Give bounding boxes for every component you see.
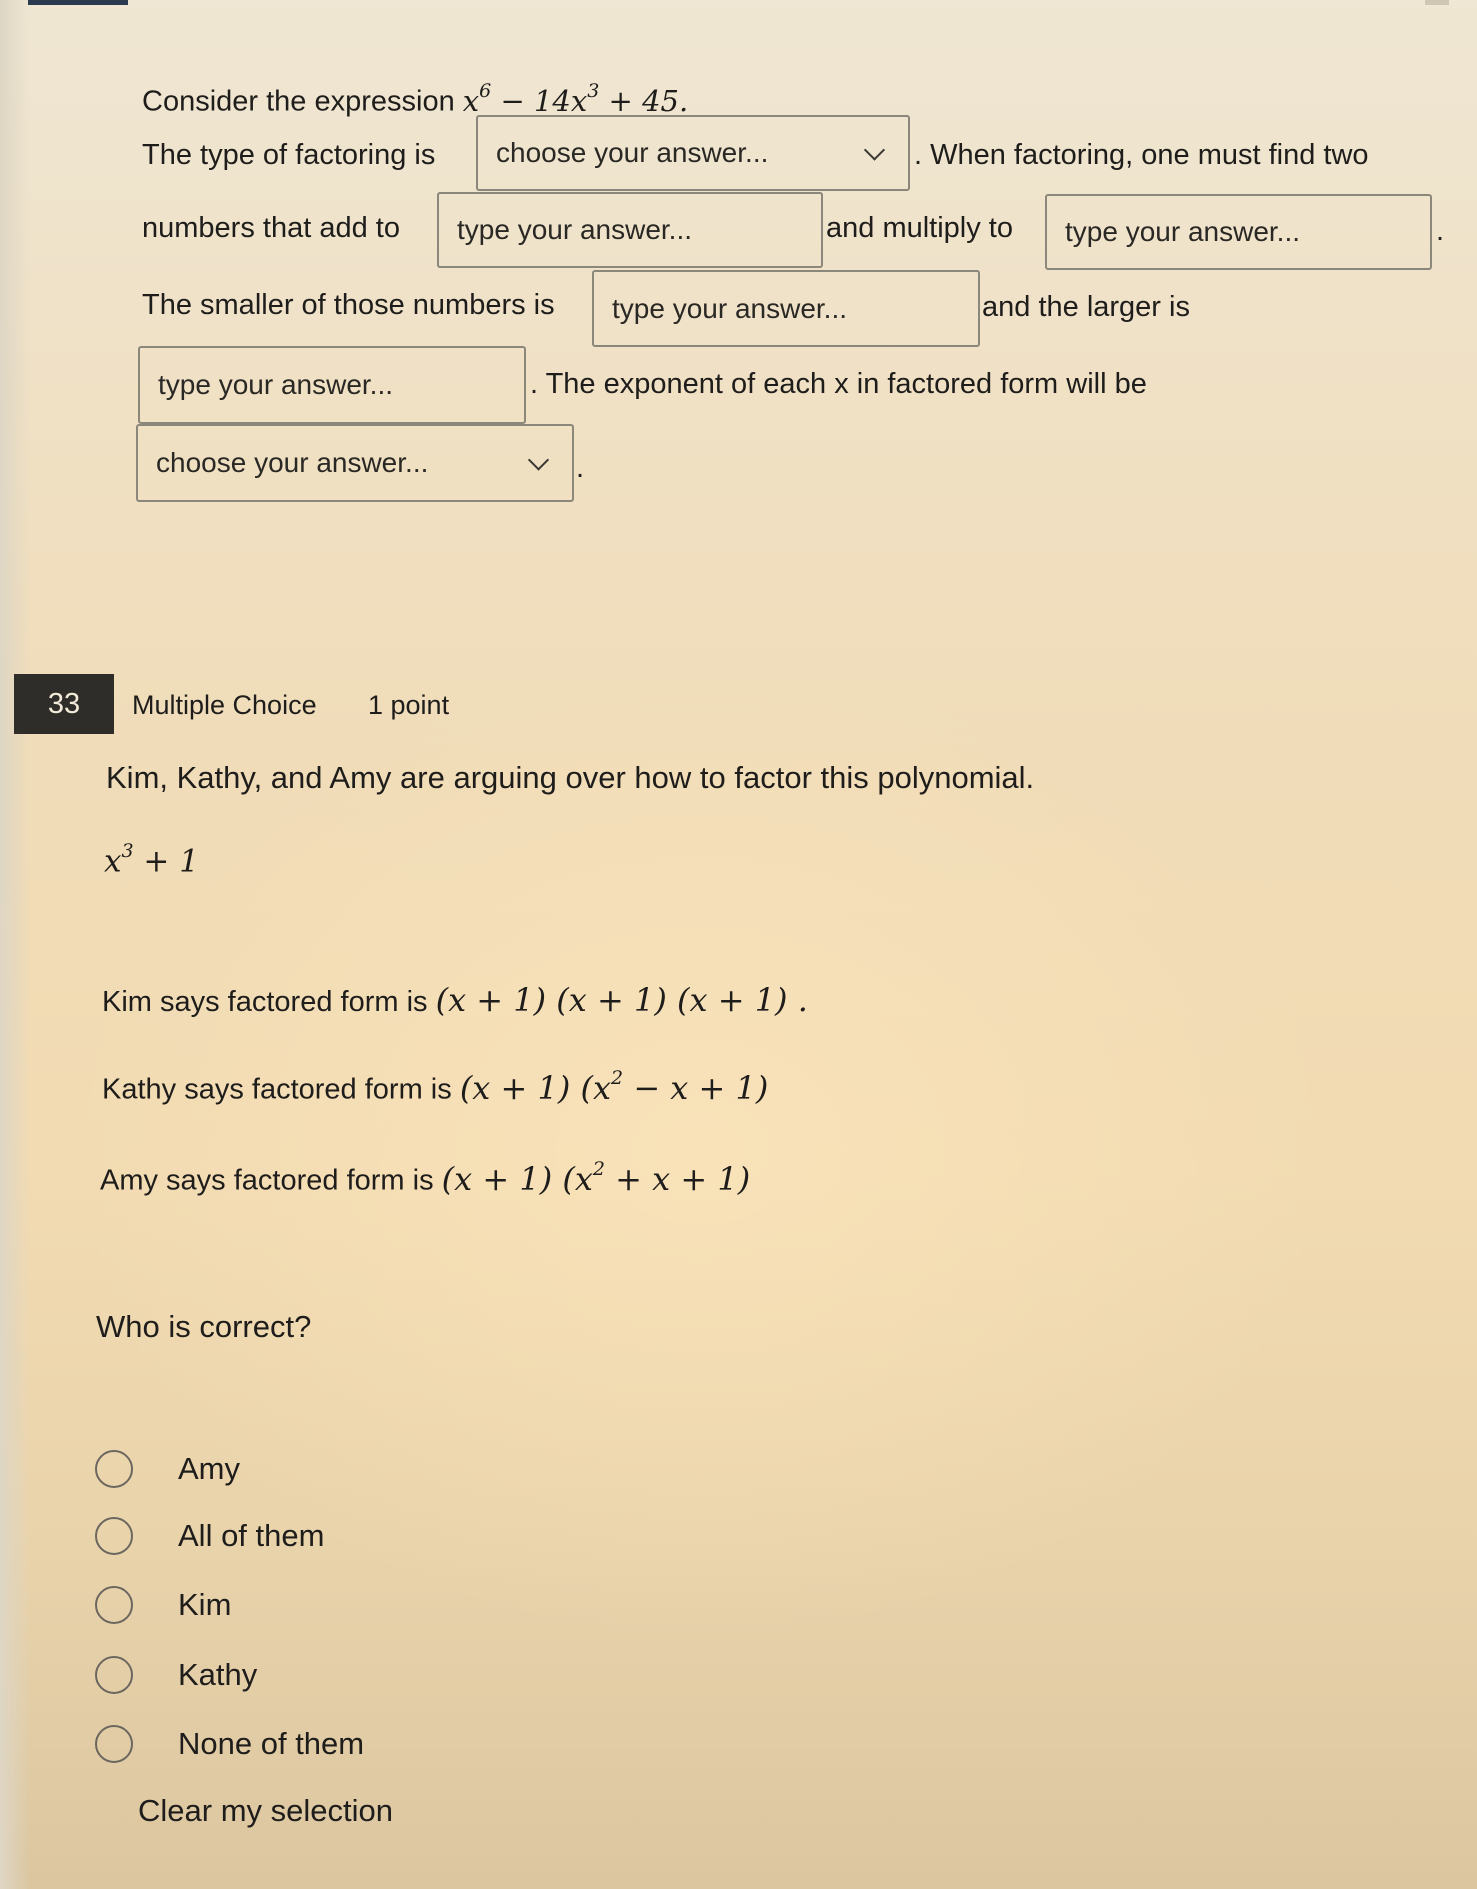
prev-line5-end: . The exponent of each x in factored form will be (530, 368, 1147, 400)
option-radio-amy[interactable] (95, 1450, 133, 1488)
option-label-kathy[interactable]: Kathy (178, 1657, 258, 1692)
option-radio-all[interactable] (95, 1517, 133, 1555)
option-radio-none[interactable] (95, 1725, 133, 1763)
amy-text: Amy says factored form is (100, 1164, 434, 1197)
page-left-edge (0, 0, 30, 1889)
exponent-select[interactable] (136, 424, 574, 502)
kathy-text: Kathy says factored form is (102, 1073, 452, 1106)
clear-selection-button[interactable]: Clear my selection (138, 1793, 393, 1828)
option-label-kim[interactable]: Kim (178, 1587, 232, 1622)
prev-line1-text: Consider the expression (142, 85, 455, 118)
question-number-badge: 33 (14, 674, 114, 734)
prev-line3-end: . (1436, 215, 1445, 247)
chevron-down-icon (864, 139, 885, 160)
sum-input-placeholder: type your answer... (457, 214, 693, 245)
kathy-statement (102, 1063, 768, 1108)
option-label-none[interactable]: None of them (178, 1726, 365, 1761)
prev-line3-start: numbers that add to (142, 212, 400, 244)
kim-text: Kim says factored form is (102, 986, 428, 1018)
polynomial: $x^3 + 1$ (104, 840, 199, 880)
smaller-number-input[interactable] (592, 270, 980, 347)
larger-number-input[interactable] (138, 346, 526, 424)
sum-input[interactable] (437, 192, 823, 268)
prev-line2-start: The type of factoring is (142, 139, 436, 171)
prev-line3-mid: and multiply to (826, 212, 1013, 244)
larger-number-placeholder: type your answer... (158, 369, 394, 400)
prev-line6-end: . (576, 452, 585, 484)
question-type: Multiple Choice (132, 690, 317, 720)
option-label-all[interactable]: All of them (178, 1518, 325, 1553)
prev-line4-start: The smaller of those numbers is (142, 289, 555, 321)
top-right-mark (1425, 0, 1449, 5)
amy-statement (100, 1154, 750, 1199)
amy-expression: (x + 1) $(x^2 + x + 1)$ (441, 1158, 751, 1198)
prev-question-line-1 (142, 76, 688, 120)
smaller-number-placeholder: type your answer... (612, 292, 848, 324)
prev-line4-end: and the larger is (982, 291, 1190, 323)
product-input-placeholder: type your answer... (1065, 216, 1301, 247)
exponent-select-value: choose your answer... (156, 447, 429, 478)
factoring-type-select[interactable] (476, 115, 910, 191)
question-ask: Who is correct? (96, 1309, 312, 1344)
option-radio-kathy[interactable] (95, 1656, 133, 1694)
kim-expression: (x + 1) (x + 1) (x + 1) . (435, 981, 808, 1019)
chevron-down-icon (528, 449, 549, 470)
prev-line2-end: . When factoring, one must find two (914, 139, 1369, 171)
question-points: 1 point (368, 690, 450, 720)
kim-statement (102, 982, 808, 1020)
product-input[interactable] (1045, 194, 1432, 270)
option-label-amy[interactable]: Amy (178, 1451, 240, 1486)
kathy-expression: (x + 1) $(x^2 - x + 1)$ (459, 1067, 769, 1107)
option-radio-kim[interactable] (95, 1586, 133, 1624)
prev-expression: $x^6 - 14x^3 + 45$. (462, 80, 689, 118)
question-prompt: Kim, Kathy, and Amy are arguing over how to factor this polynomial. (106, 760, 1035, 795)
top-tab-indicator (28, 0, 128, 5)
factoring-type-select-value: choose your answer... (496, 137, 769, 168)
